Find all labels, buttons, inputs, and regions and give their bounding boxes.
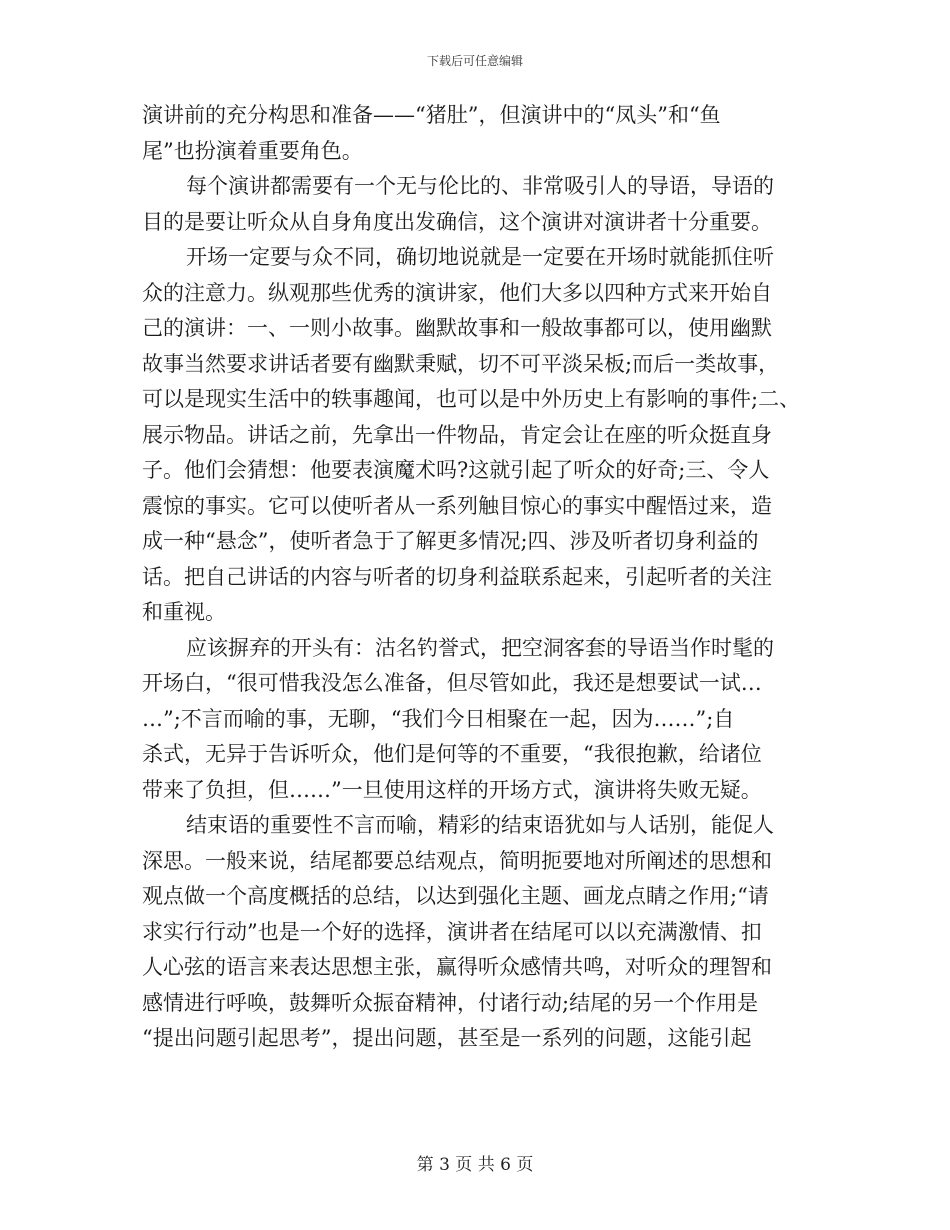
document-body xyxy=(142,98,822,1057)
paragraph-start-line: 开场一定要与众不同，确切地说就是一定要在开场时就能抓住听 xyxy=(186,245,774,269)
text-line: 可以是现实生活中的轶事趣闻，也可以是中外历史上有影响的事件;二、 xyxy=(142,387,801,411)
text-line: 带来了负担，但……”一旦使用这样的开场方式，演讲将失败无疑。 xyxy=(142,777,762,802)
text-line: 子。他们会猜想：他要表演魔术吗?这就引起了听众的好奇;三、令人 xyxy=(142,458,770,482)
text-line: 深思。一般来说，结尾都要总结观点，简明扼要地对所阐述的思想和 xyxy=(142,848,772,873)
text-line: 成一种“悬念”，使听者急于了解更多情况;四、涉及听者切身利益的 xyxy=(142,529,759,553)
text-line: 震惊的事实。它可以使听者从一系列触目惊心的事实中醒悟过来，造 xyxy=(142,493,772,518)
text-line: 求实行行动”也是一个好的选择，演讲者在结尾可以以充满激情、扣 xyxy=(142,919,762,944)
text-line: 己的演讲：一、一则小故事。幽默故事和一般故事都可以，使用幽默 xyxy=(142,316,772,340)
text-line: 杀式，无异于告诉听众，他们是何等的不重要，“我很抱歉，给诸位 xyxy=(142,742,762,766)
text-line: “提出问题引起思考”，提出问题，甚至是一系列的问题，这能引起 xyxy=(142,1026,752,1050)
text-line: 尾”也扮演着重要角色。 xyxy=(142,138,363,163)
text-line: 和重视。 xyxy=(142,600,226,624)
text-line: 感情进行呼唤，鼓舞听众振奋精神，付诸行动;结尾的另一个作用是 xyxy=(142,990,759,1015)
page-header: 下载后可任意编辑 xyxy=(426,54,523,68)
paragraph-start-line: 每个演讲都需要有一个无与伦比的、非常吸引人的导语，导语的 xyxy=(186,174,774,198)
text-line: 观点做一个高度概括的总结，以达到强化主题、画龙点睛之作用;“请 xyxy=(142,884,769,908)
text-line: 故事当然要求讲话者要有幽默秉赋，切不可平淡呆板;而后一类故事， xyxy=(142,351,780,376)
paragraph-start-line: 应该摒弃的开头有：沽名钓誉式，把空洞客套的导语当作时髦的 xyxy=(186,635,774,660)
text-line: 目的是要让听众从自身角度出发确信，这个演讲对演讲者十分重要。 xyxy=(142,209,772,234)
text-line: …”;不言而喻的事，无聊，“我们今日相聚在一起，因为……”;自 xyxy=(142,706,735,731)
text-line: 展示物品。讲话之前，先拿出一件物品，肯定会让在座的听众挺直身 xyxy=(142,422,772,447)
text-line: 话。把自己讲话的内容与听者的切身利益联系起来，引起听者的关注 xyxy=(142,564,772,589)
text-line: 开场白，“很可惜我没怎么准备，但尽管如此，我还是想要试一试… xyxy=(142,671,762,695)
text-line: 人心弦的语言来表达思想主张，赢得听众感情共鸣，对听众的理智和 xyxy=(142,955,772,979)
text-line: 众的注意力。纵观那些优秀的演讲家，他们大多以四种方式来开始自 xyxy=(142,280,772,305)
text-line: 演讲前的充分构思和准备——“猪肚”，但演讲中的“凤头”和“鱼 xyxy=(142,103,721,127)
paragraph-start-line: 结束语的重要性不言而喻，精彩的结束语犹如与人话别，能促人 xyxy=(186,813,774,837)
page-footer: 第 3 页 共 6 页 xyxy=(416,1155,534,1175)
